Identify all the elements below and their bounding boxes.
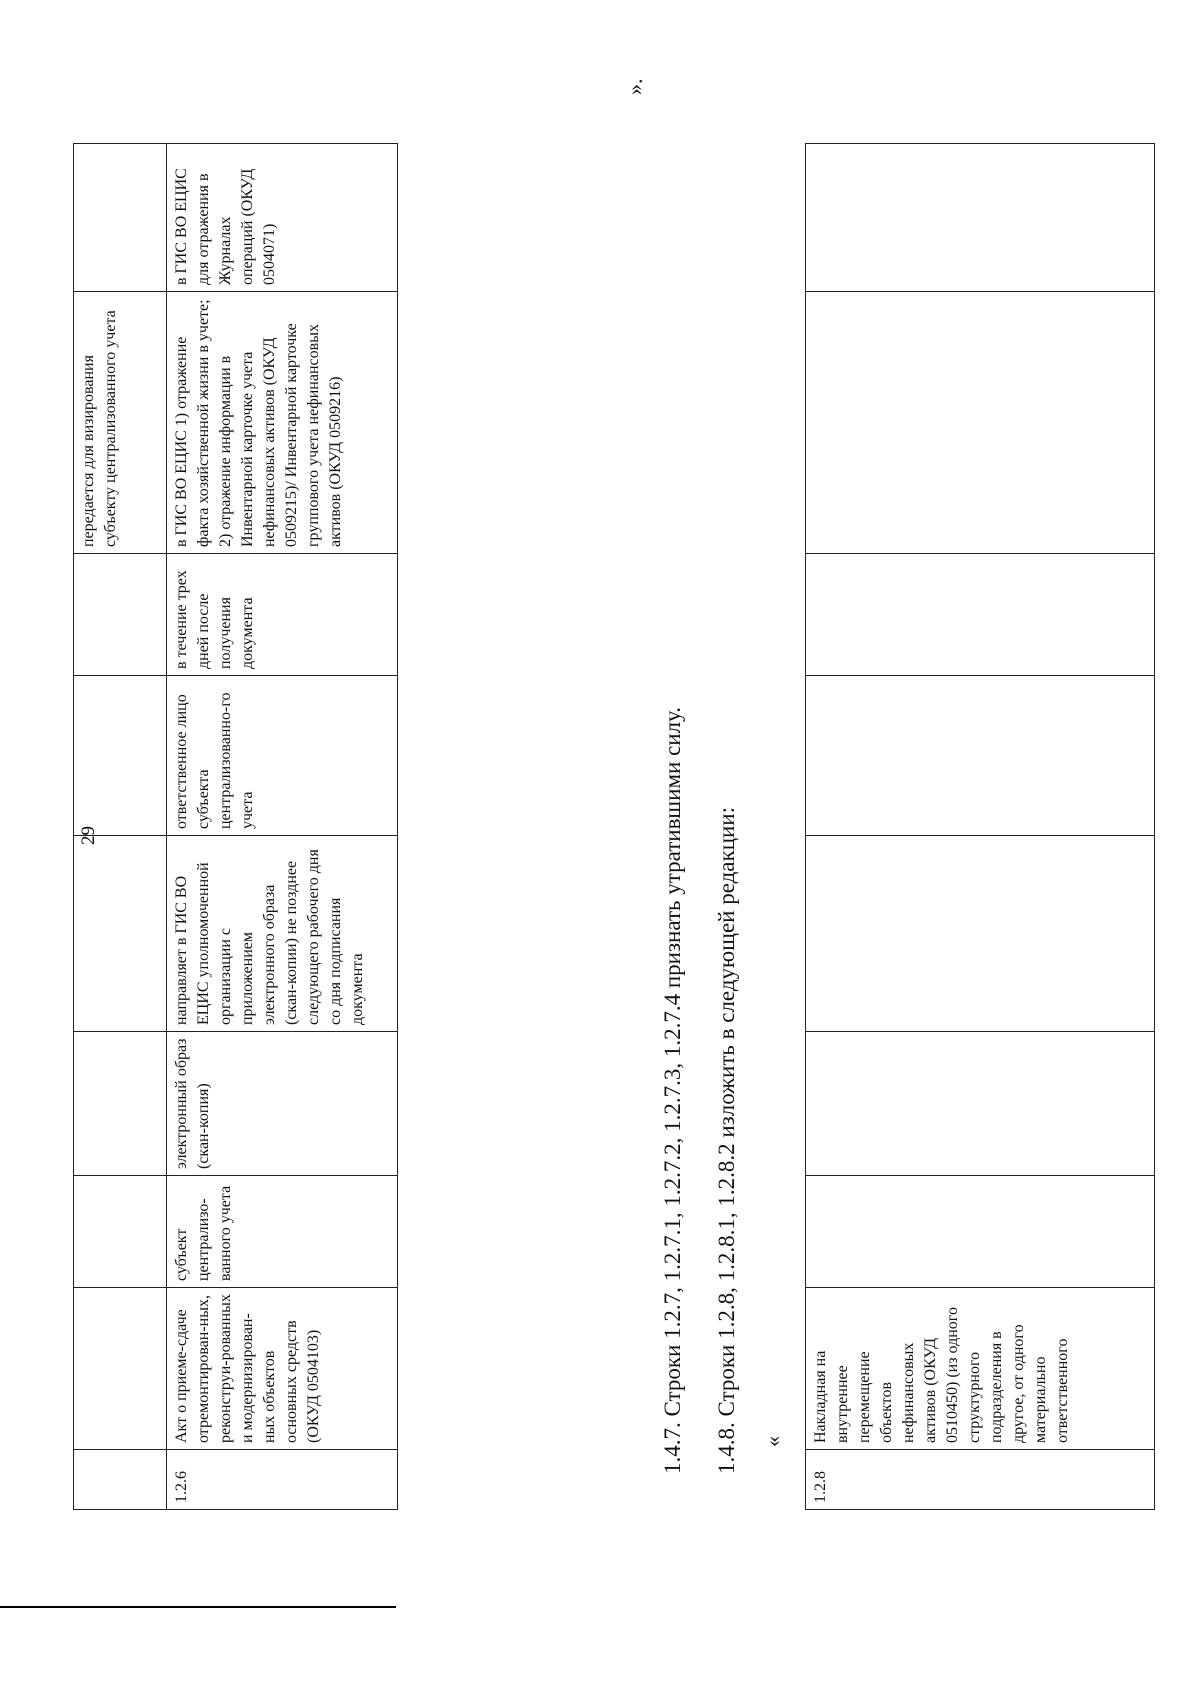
table-cell <box>74 1176 167 1288</box>
table-cell: направляет в ГИС ВО ЕЦИС уполномоченной организации с приложением электронного образа (скан-копии) не позднее следующего рабочего дня со дня подписания документа <box>167 836 398 1032</box>
table-cell: электронный образ (скан-копия) <box>167 1032 398 1176</box>
table-cell <box>806 1032 1155 1176</box>
paragraph-1-4-8: 1.4.8. Строки 1.2.8, 1.2.8.1, 1.2.8.2 изложить в следующей редакции: <box>714 806 739 1474</box>
table-cell <box>74 1032 167 1176</box>
paragraph-1-4-7: 1.4.7. Строки 1.2.7, 1.2.7.1, 1.2.7.2, 1.2.7.3, 1.2.7.4 признать утратившими силу. <box>660 706 685 1474</box>
table-cell <box>74 676 167 836</box>
table-cell <box>806 144 1155 292</box>
document-name-cell: Акт о приеме-сдаче отремонтирован-ных, реконструи-рованных и модернизирован-ных объектов основных средств (ОКУД 0504103) <box>167 1288 398 1450</box>
table-cell <box>806 676 1155 836</box>
table-cell: в ГИС ВО ЕЦИС для отражения в Журналах операций (ОКУД 0504071) <box>167 144 398 292</box>
table-cell <box>74 144 167 292</box>
table-cell: субъект централизо-ванного учета <box>167 1176 398 1288</box>
table-cell <box>806 1176 1155 1288</box>
bottom-rule <box>0 1606 396 1608</box>
table-cell <box>74 1288 167 1450</box>
row-number-cell: 1.2.8 <box>806 1450 1155 1510</box>
closing-quote: ». <box>622 78 647 95</box>
table-row <box>167 144 398 1510</box>
table-cell: ответственное лицо субъекта централизованно-го учета <box>167 676 398 836</box>
table-cell <box>74 836 167 1032</box>
table-cell <box>806 292 1155 554</box>
row-number-cell: 1.2.6 <box>167 1450 398 1510</box>
table-row <box>74 144 167 1510</box>
table-continued <box>73 143 398 1510</box>
table-cell: в ГИС ВО ЕЦИС 1) отражение факта хозяйственной жизни в учете; 2) отражение информации в Инвентарной карточке учета нефинансовых активов (ОКУД 0509215)/ Инвентарной карточке группового учета нефинансовых активов (ОКУД 0509216) <box>167 292 398 554</box>
document-name-cell: Накладная на внутреннее перемещение объектов нефинансовых активов (ОКУД 0510450) (из одного структурного подразделения в другое, от одного материально ответственного <box>806 1288 1155 1450</box>
table-cell <box>74 554 167 676</box>
page-number: 29 <box>78 826 99 845</box>
table-cell: в течение трех дней после получения документа <box>167 554 398 676</box>
opening-quote: « <box>760 1436 785 1447</box>
table-cell: передается для визирования субъекту централизованного учета <box>74 292 167 554</box>
table-new-edition <box>805 143 1155 1510</box>
table-cell <box>74 1450 167 1510</box>
table-row <box>806 144 1155 1510</box>
table-cell <box>806 554 1155 676</box>
table-cell <box>806 836 1155 1032</box>
